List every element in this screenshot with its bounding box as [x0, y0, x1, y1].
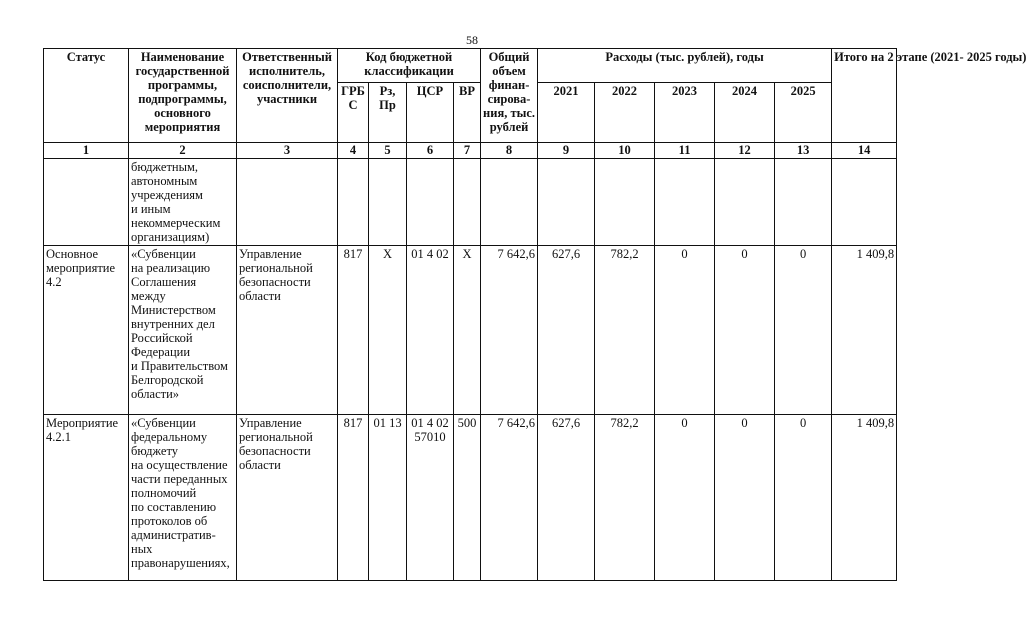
cell-rzpr: Х [369, 246, 407, 415]
budget-table [43, 48, 1026, 581]
header-row-1 [44, 49, 897, 83]
cell-status [44, 159, 129, 246]
column-number: 2 [129, 143, 237, 159]
cell-csr [407, 159, 454, 246]
column-number: 4 [338, 143, 369, 159]
column-number: 8 [481, 143, 538, 159]
cell-grbs: 817 [338, 246, 369, 415]
column-number: 10 [595, 143, 655, 159]
cell-status: Основное мероприятие 4.2 [44, 246, 129, 415]
cell-2024 [715, 159, 775, 246]
cell-2023 [655, 159, 715, 246]
page-number: 58 [466, 33, 478, 47]
cell-2023: 0 [655, 415, 715, 581]
column-number: 9 [538, 143, 595, 159]
cell-2021 [538, 159, 595, 246]
cell-csr: 01 4 02 [407, 246, 454, 415]
cell-vr [454, 159, 481, 246]
header-total-volume: Общий объем финан- сирова- ния, тыс. рублей [481, 49, 538, 143]
cell-total-stage [832, 159, 897, 246]
cell-total: 7 642,6 [481, 415, 538, 581]
cell-rzpr [369, 159, 407, 246]
header-code-group: Код бюджетной классификации [338, 49, 481, 83]
table-row [44, 415, 897, 581]
header-2023: 2023 [655, 83, 715, 143]
cell-2025 [775, 159, 832, 246]
table-row [44, 159, 897, 246]
header-status: Статус [44, 49, 129, 143]
header-total-stage: Итого на 2 этапе (2021- 2025 годы) [832, 49, 897, 143]
column-number: 12 [715, 143, 775, 159]
cell-2021: 627,6 [538, 415, 595, 581]
cell-2022 [595, 159, 655, 246]
column-number: 1 [44, 143, 129, 159]
cell-2024: 0 [715, 246, 775, 415]
cell-name: «Субвенции федеральному бюджету на осуществление части переданных полномочий по составлению протоколов об административ- ных правонарушениях, [129, 415, 237, 581]
cell-2022: 782,2 [595, 246, 655, 415]
cell-total-stage: 1 409,8 [832, 246, 897, 415]
table-row [44, 246, 897, 415]
header-rzpr: Рз, Пр [369, 83, 407, 143]
cell-csr: 01 4 02 57010 [407, 415, 454, 581]
cell-vr: 500 [454, 415, 481, 581]
cell-2024: 0 [715, 415, 775, 581]
header-vr: ВР [454, 83, 481, 143]
header-expenses-group: Расходы (тыс. рублей), годы [538, 49, 832, 83]
header-2025: 2025 [775, 83, 832, 143]
cell-status: Мероприятие 4.2.1 [44, 415, 129, 581]
cell-total [481, 159, 538, 246]
cell-total: 7 642,6 [481, 246, 538, 415]
column-number: 3 [237, 143, 338, 159]
cell-2022: 782,2 [595, 415, 655, 581]
header-2024: 2024 [715, 83, 775, 143]
cell-2023: 0 [655, 246, 715, 415]
column-number: 7 [454, 143, 481, 159]
column-number: 14 [832, 143, 897, 159]
cell-responsible [237, 159, 338, 246]
cell-grbs: 817 [338, 415, 369, 581]
header-name: Наименование государственной программы, подпрограммы, основного мероприятия [129, 49, 237, 143]
header-2021: 2021 [538, 83, 595, 143]
cell-grbs [338, 159, 369, 246]
header-csr: ЦСР [407, 83, 454, 143]
cell-2025: 0 [775, 246, 832, 415]
header-2022: 2022 [595, 83, 655, 143]
cell-name: бюджетным, автономным учреждениям и иным некоммерческим организациям) [129, 159, 237, 246]
cell-2021: 627,6 [538, 246, 595, 415]
column-number-row [44, 143, 897, 159]
cell-responsible: Управление региональной безопасности области [237, 415, 338, 581]
cell-vr: Х [454, 246, 481, 415]
header-responsible: Ответственный исполнитель, соисполнители, участники [237, 49, 338, 143]
cell-responsible: Управление региональной безопасности области [237, 246, 338, 415]
cell-rzpr: 01 13 [369, 415, 407, 581]
column-number: 11 [655, 143, 715, 159]
column-number: 5 [369, 143, 407, 159]
cell-name: «Субвенции на реализацию Соглашения между Министерством внутренних дел Российской Федерации и Правительством Белгородской области» [129, 246, 237, 415]
column-number: 6 [407, 143, 454, 159]
cell-total-stage: 1 409,8 [832, 415, 897, 581]
header-grbs: ГРБ С [338, 83, 369, 143]
column-number: 13 [775, 143, 832, 159]
cell-2025: 0 [775, 415, 832, 581]
